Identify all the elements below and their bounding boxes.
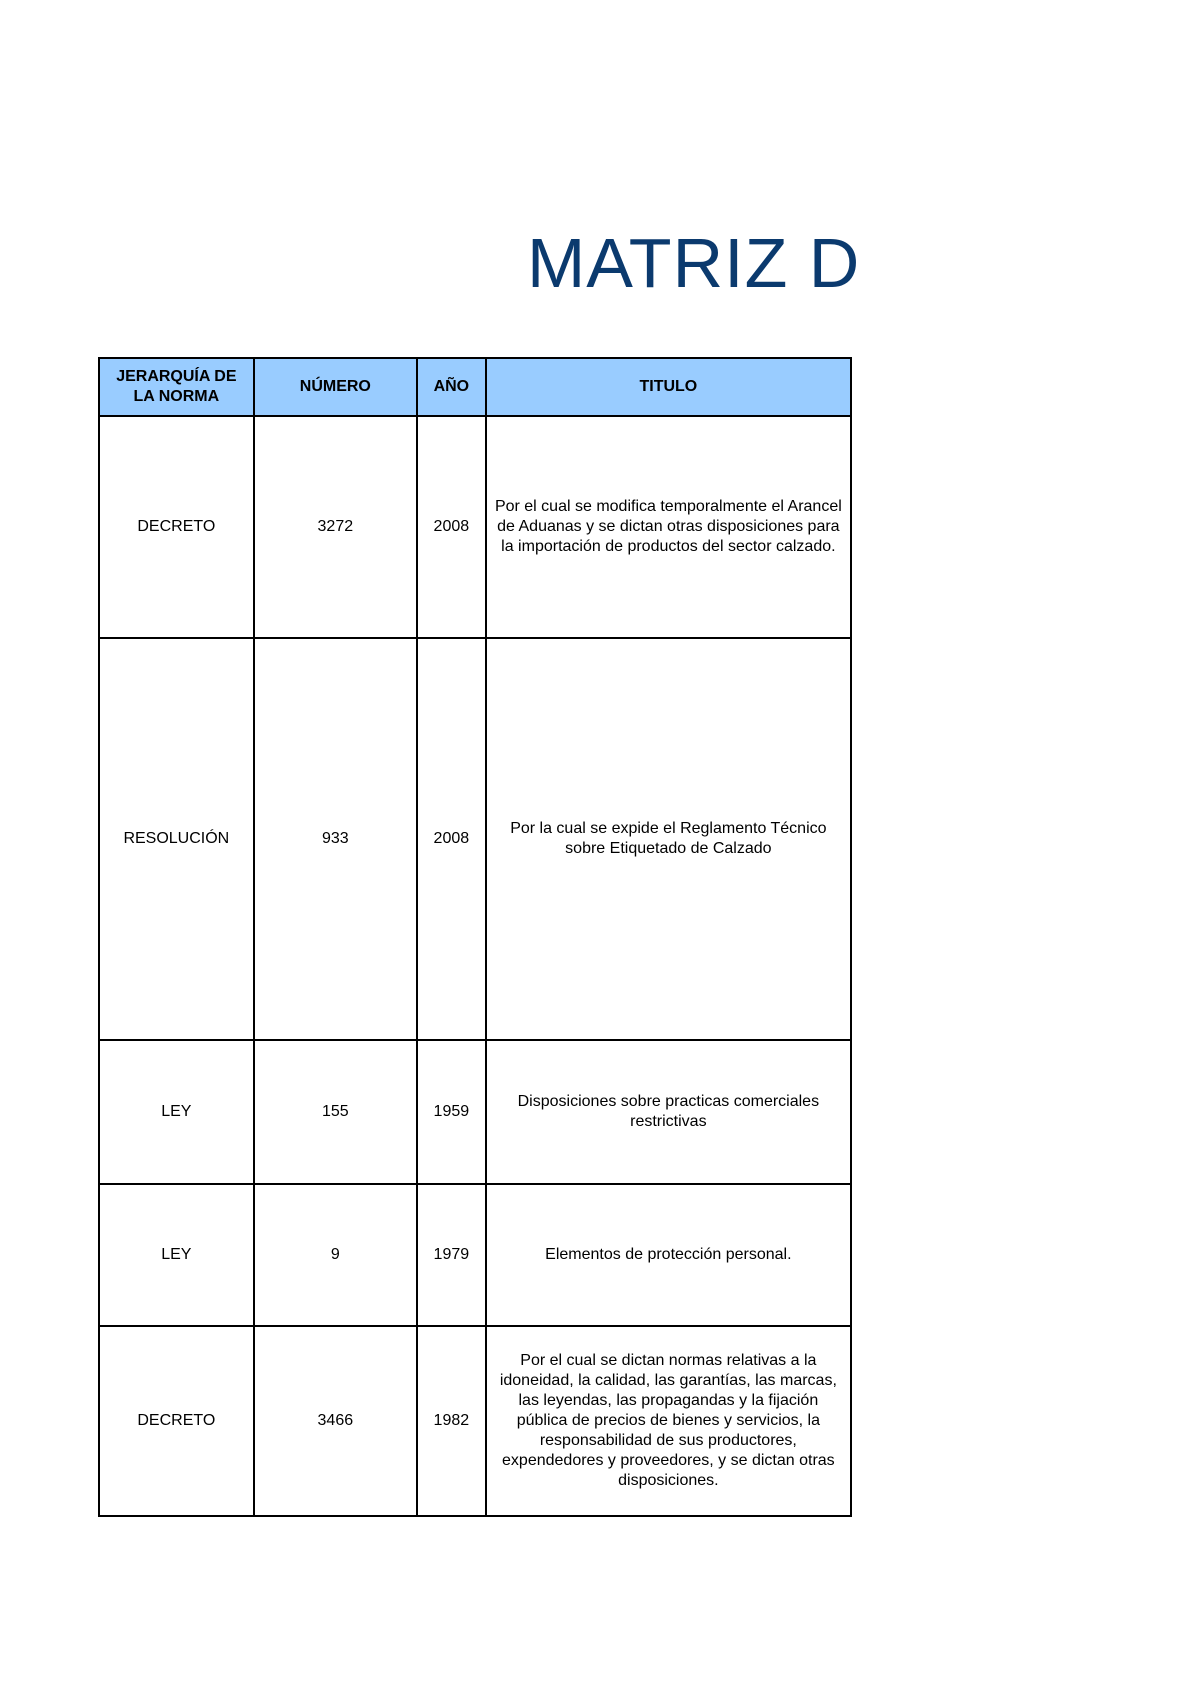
cell-numero: 3272 bbox=[254, 416, 417, 638]
table-header-row bbox=[99, 358, 851, 416]
cell-titulo: Disposiciones sobre practicas comerciales restrictivas bbox=[486, 1040, 851, 1184]
header-titulo: TITULO bbox=[486, 358, 851, 416]
cell-numero: 9 bbox=[254, 1184, 417, 1326]
cell-ano: 1982 bbox=[417, 1326, 486, 1516]
page-title: MATRIZ D bbox=[527, 224, 861, 302]
cell-numero: 933 bbox=[254, 638, 417, 1040]
cell-jerarquia: DECRETO bbox=[99, 1326, 254, 1516]
cell-jerarquia: DECRETO bbox=[99, 416, 254, 638]
cell-jerarquia: LEY bbox=[99, 1040, 254, 1184]
cell-titulo: Elementos de protección personal. bbox=[486, 1184, 851, 1326]
cell-titulo: Por el cual se modifica temporalmente el Arancel de Aduanas y se dictan otras disposiciones para la importación de productos del sector calzado. bbox=[486, 416, 851, 638]
cell-jerarquia: RESOLUCIÓN bbox=[99, 638, 254, 1040]
header-numero: NÚMERO bbox=[254, 358, 417, 416]
cell-titulo: Por el cual se dictan normas relativas a la idoneidad, la calidad, las garantías, las marcas, las leyendas, las propagandas y la fijación pública de precios de bienes y servicios, la responsabilidad de sus productores, expendedores y proveedores, y se dictan otras disposiciones. bbox=[486, 1326, 851, 1516]
cell-titulo: Por la cual se expide el Reglamento Técnico sobre Etiquetado de Calzado bbox=[486, 638, 851, 1040]
table-row bbox=[99, 1040, 851, 1184]
table-row bbox=[99, 638, 851, 1040]
table-row bbox=[99, 1326, 851, 1516]
cell-ano: 2008 bbox=[417, 416, 486, 638]
cell-jerarquia: LEY bbox=[99, 1184, 254, 1326]
norms-matrix-table bbox=[98, 357, 852, 1517]
cell-ano: 1959 bbox=[417, 1040, 486, 1184]
table-row bbox=[99, 1184, 851, 1326]
cell-ano: 2008 bbox=[417, 638, 486, 1040]
header-jerarquia: JERARQUÍA DE LA NORMA bbox=[99, 358, 254, 416]
table-row bbox=[99, 416, 851, 638]
cell-numero: 3466 bbox=[254, 1326, 417, 1516]
cell-numero: 155 bbox=[254, 1040, 417, 1184]
header-ano: AÑO bbox=[417, 358, 486, 416]
cell-ano: 1979 bbox=[417, 1184, 486, 1326]
